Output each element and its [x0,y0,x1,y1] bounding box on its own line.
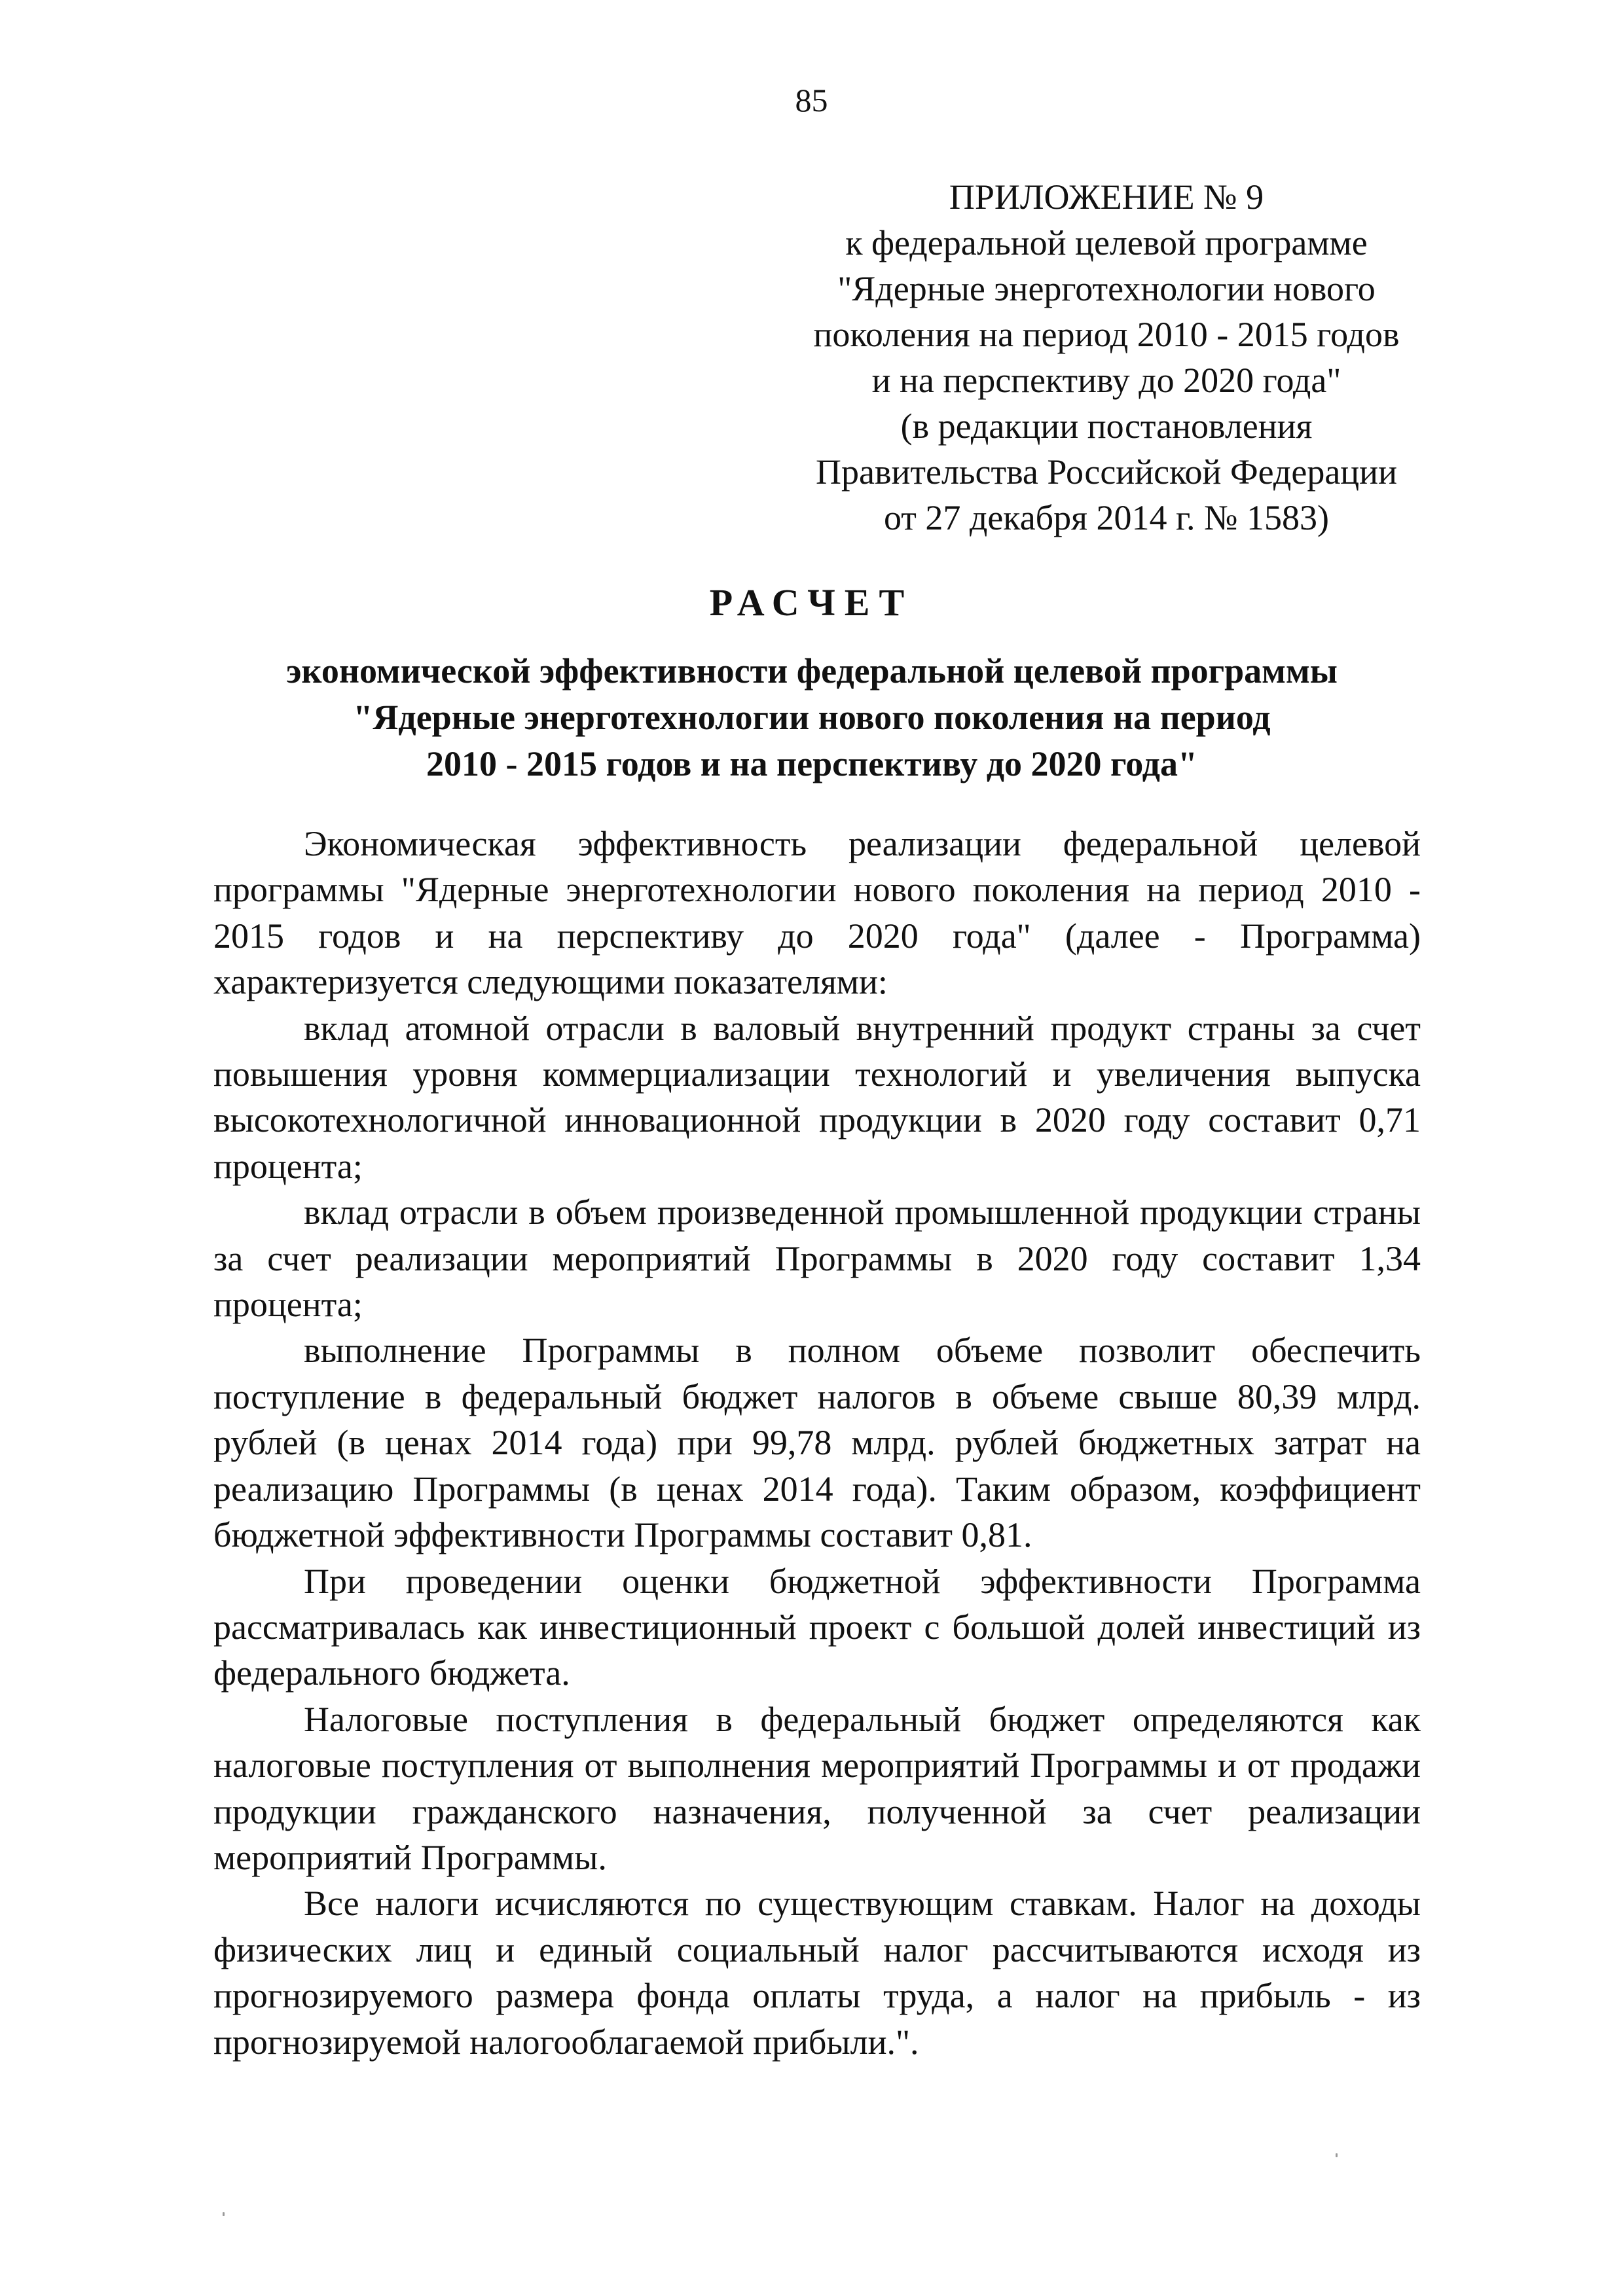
paragraph-tax-rates: Все налоги исчисляются по существующим ставкам. Налог на доходы физических лиц и единый социальный налог рассчитываются исходя из прогнозируемого размера фонда оплаты труда, а налог на прибыль - из прогнозируемой налогооблагаемой прибыли.". [213,1884,1421,2062]
appendix-line: к федеральной целевой программе [845,223,1368,262]
appendix-line: "Ядерные энерготехнологии нового [837,269,1376,308]
appendix-line: от 27 декабря 2014 г. № 1583) [883,498,1330,537]
appendix-line: поколения на период 2010 - 2015 годов [813,315,1400,354]
scan-speck [223,2212,225,2216]
paragraph-tax-revenue: выполнение Программы в полном объеме позволит обеспечить поступление в федеральный бюджет налогов в объеме свыше 80,39 млрд. рублей (в ценах 2014 года) при 99,78 млрд. рублей бюджетных затрат на реализацию Программы (в ценах 2014 года). Таким образом, коэффициент бюджетной эффективности Программы составит 0,81. [213,1331,1421,1555]
paragraph-budget-assessment: При проведении оценки бюджетной эффективности Программа рассматривалась как инвестиционный проект с большой долей инвестиций из федерального бюджета. [213,1561,1421,1693]
paragraph-gdp-contribution: вклад атомной отрасли в валовый внутренний продукт страны за счет повышения уровня коммерциализации технологий и увеличения выпуска высокотехнологичной инновационной продукции в 2020 году составит 0,71 процента; [213,1008,1421,1186]
subtitle-line: экономической эффективности федеральной целевой программы [286,651,1338,691]
paragraph-intro: Экономическая эффективность реализации федеральной целевой программы "Ядерные энерготехнологии нового поколения на период 2010 - 2015 годов и на перспективу до 2020 года" (далее - Программа) характеризуется следующими показателями: [213,824,1421,1002]
subtitle-line: 2010 - 2015 годов и на перспективу до 2020 года" [426,744,1197,783]
page-number: 85 [795,82,828,118]
appendix-line: Правительства Российской Федерации [816,452,1397,492]
paragraph-industrial-contribution: вклад отрасли в объем произведенной промышленной продукции страны за счет реализации мероприятий Программы в 2020 году составит 1,34 процента; [213,1193,1421,1325]
paragraph-tax-sources: Налоговые поступления в федеральный бюджет определяются как налоговые поступления от выполнения мероприятий Программы и от продажи продукции гражданского назначения, полученной за счет реализации мероприятий Программы. [213,1699,1421,1877]
appendix-header [746,174,1467,541]
document-title: РАСЧЕТ [709,581,914,624]
appendix-line: и на перспективу до 2020 года" [871,361,1341,400]
scan-speck [1336,2153,1338,2157]
appendix-line: ПРИЛОЖЕНИЕ № 9 [949,177,1264,217]
subtitle-line: "Ядерные энерготехнологии нового поколения на период [353,698,1271,737]
body-text [213,821,1421,2065]
appendix-line: (в редакции постановления [900,406,1313,446]
document-subtitle [236,648,1388,787]
